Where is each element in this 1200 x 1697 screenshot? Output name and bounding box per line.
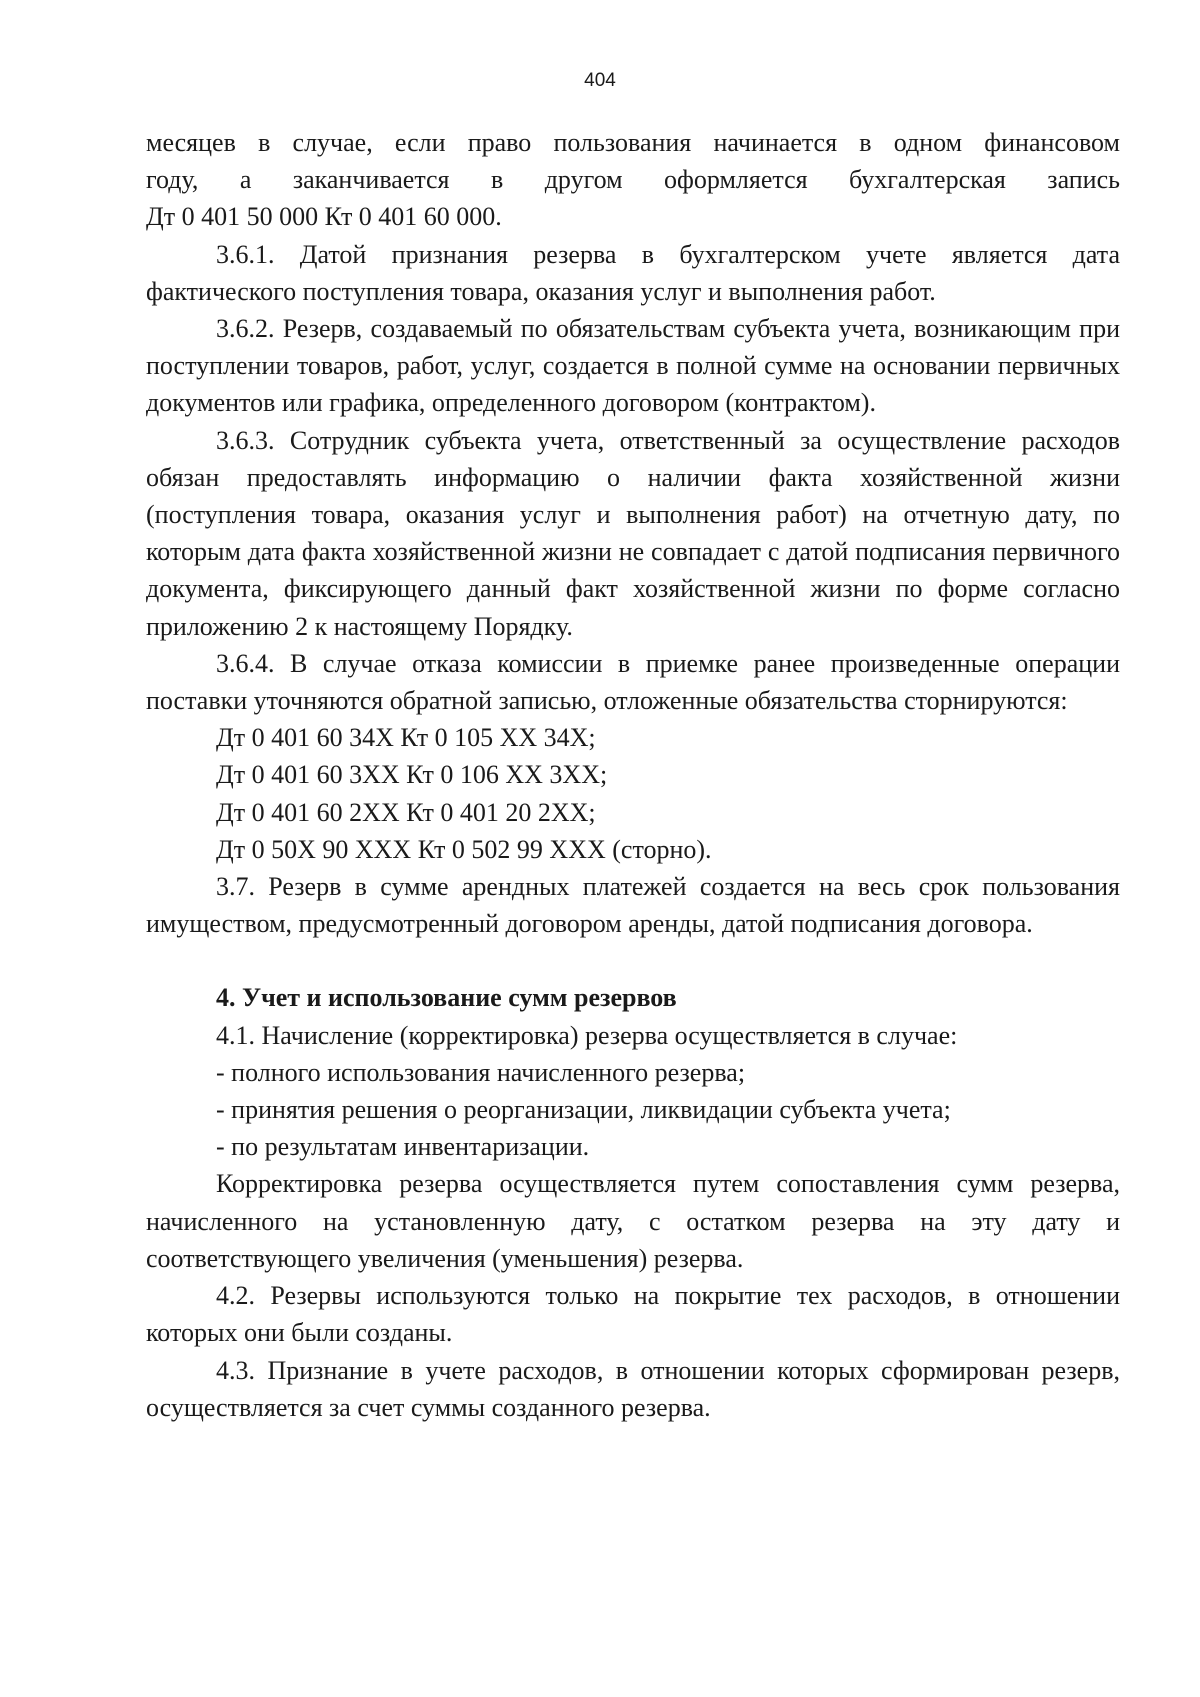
paragraph-correction: Корректировка резерва осуществляется путем сопоставления сумм резерва, начисленного на установленную дату, с остатком резерва на эту дату и соответствующего увеличения (уменьшения) резерва. [146,1169,1120,1273]
paragraph-3-6-3: 3.6.3. Сотрудник субъекта учета, ответственный за осуществление расходов обязан предоставлять информацию о наличии факта хозяйственной жизни (поступления товара, оказания услуг и выполнения работ) на отчетную дату, по которым дата факта хозяйственной жизни не совпадает с датой подписания первичного документа, фиксирующего данный факт хозяйственной жизни по форме согласно приложению 2 к настоящему Порядку. [146,425,1120,641]
section-4-heading: 4. Учет и использование сумм резервов [216,983,677,1013]
paragraph-continuation-line-2: году, а заканчивается в другом оформляется бухгалтерская запись [146,165,1120,195]
paragraph-3-6-1: 3.6.1. Датой признания резерва в бухгалтерском учете является дата фактического поступления товара, оказания услуг и выполнения работ. [146,239,1120,306]
paragraph-3-6-4: 3.6.4. В случае отказа комиссии в приемке ранее произведенные операции поставки уточняются обратной записью, отложенные обязательства сторнируются: [146,648,1120,716]
accounting-entry-4: Дт 0 50Х 90 ХХХ Кт 0 502 99 ХХХ (сторно). [216,834,712,864]
paragraph-continuation-line-1: месяцев в случае, если право пользования начинается в одном финансовом [146,128,1120,157]
list-item-1: - полного использования начисленного резерва; [216,1057,746,1087]
page-number: 404 [584,70,616,91]
paragraph-4-3: 4.3. Признание в учете расходов, в отношении которых сформирован резерв, осуществляется за счет суммы созданного резерва. [146,1355,1120,1422]
list-item-3: - по результатам инвентаризации. [216,1132,590,1162]
paragraph-3-6-2: 3.6.2. Резерв, создаваемый по обязательствам субъекта учета, возникающим при поступлении товаров, работ, услуг, создается в полной сумме на основании первичных документов или графика, определенного договором (контрактом). [146,314,1120,418]
accounting-entry-3: Дт 0 401 60 2ХХ Кт 0 401 20 2ХХ; [216,797,596,827]
section-spacer [146,942,1120,979]
accounting-entry-2: Дт 0 401 60 3ХХ Кт 0 106 ХХ 3ХХ; [216,760,608,790]
paragraph-3-7: 3.7. Резерв в сумме арендных платежей создается на весь срок пользования имуществом, предусмотренный договором аренды, датой подписания договора. [146,872,1120,939]
paragraph-4-2: 4.2. Резервы используются только на покрытие тех расходов, в отношении которых они были созданы. [146,1281,1120,1348]
document-body [146,124,1120,1426]
paragraph-4-1: 4.1. Начисление (корректировка) резерва осуществляется в случае: [216,1020,958,1050]
list-item-2: - принятия решения о реорганизации, ликвидации субъекта учета; [216,1095,951,1125]
accounting-entry-1: Дт 0 401 60 34Х Кт 0 105 ХХ 34Х; [216,723,596,753]
paragraph-continuation-line-3: Дт 0 401 50 000 Кт 0 401 60 000. [146,202,502,232]
